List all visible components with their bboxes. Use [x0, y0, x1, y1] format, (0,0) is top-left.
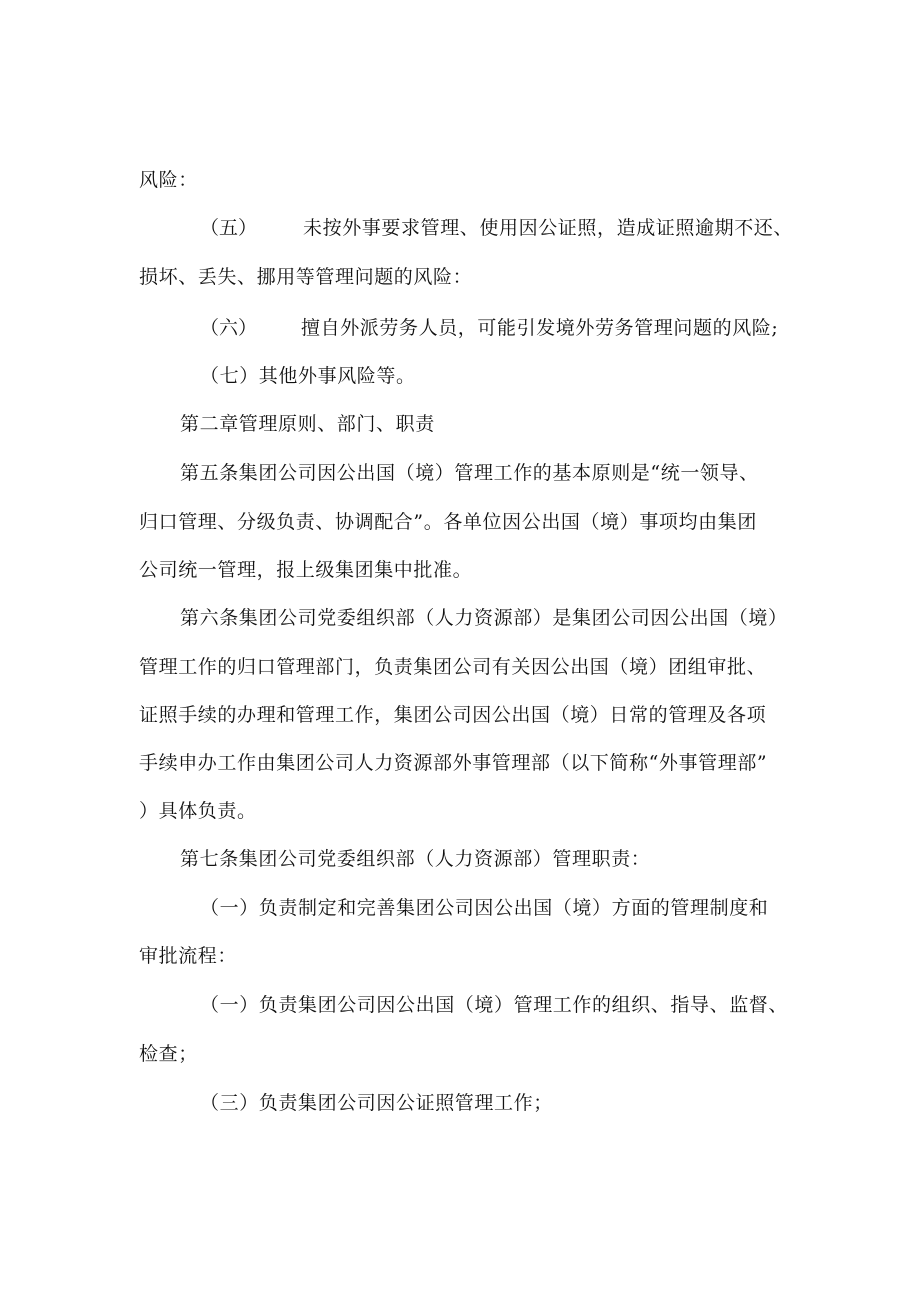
text-line: 未按外事要求管理、使用因公证照，造成证照逾期不还、 — [303, 217, 794, 239]
text-line: （七）其他外事风险等。 — [200, 365, 416, 387]
text-line: 证照手续的办理和管理工作，集团公司因公出国（境）日常的管理及各项 — [139, 704, 767, 726]
text-line: 管理工作的归口管理部门，负责集团公司有关因公出国（境）团组审批、 — [139, 656, 767, 678]
text-line: 审批流程： — [139, 945, 238, 967]
text-line: ）具体负责。 — [139, 800, 257, 822]
item-label: （六） — [200, 317, 258, 339]
text-line: 第五条集团公司因公出国（境）管理工作的基本原则是“统一领导、 — [180, 462, 759, 484]
text-line: 擅自外派劳务人员，可能引发境外劳务管理问题的风险; — [301, 317, 779, 339]
text-line: 归口管理、分级负责、协调配合”。各单位因公出国（境）事项均由集团 — [139, 511, 757, 533]
item-label: （五） — [200, 217, 258, 239]
text-line: 损坏、丢失、挪用等管理问题的风险： — [139, 266, 473, 288]
text-line: 风险： — [139, 169, 198, 191]
text-line: （一）负责制定和完善集团公司因公出国（境）方面的管理制度和 — [200, 897, 769, 919]
text-line: 公司统一管理，报上级集团集中批准。 — [139, 559, 473, 581]
text-line: （一）负责集团公司因公出国（境）管理工作的组织、指导、监督、 — [200, 994, 789, 1016]
text-line: 第六条集团公司党委组织部（人力资源部）是集团公司因公出国（境） — [180, 607, 788, 629]
text-line: 手续申办工作由集团公司人力资源部外事管理部（以下简称“外事管理部” — [139, 752, 768, 774]
chapter-heading: 第二章管理原则、部门、职责 — [180, 413, 435, 435]
text-line: （三）负责集团公司因公证照管理工作； — [200, 1092, 553, 1114]
text-line: 检查； — [139, 1043, 198, 1065]
text-line: 第七条集团公司党委组织部（人力资源部）管理职责： — [180, 848, 651, 870]
